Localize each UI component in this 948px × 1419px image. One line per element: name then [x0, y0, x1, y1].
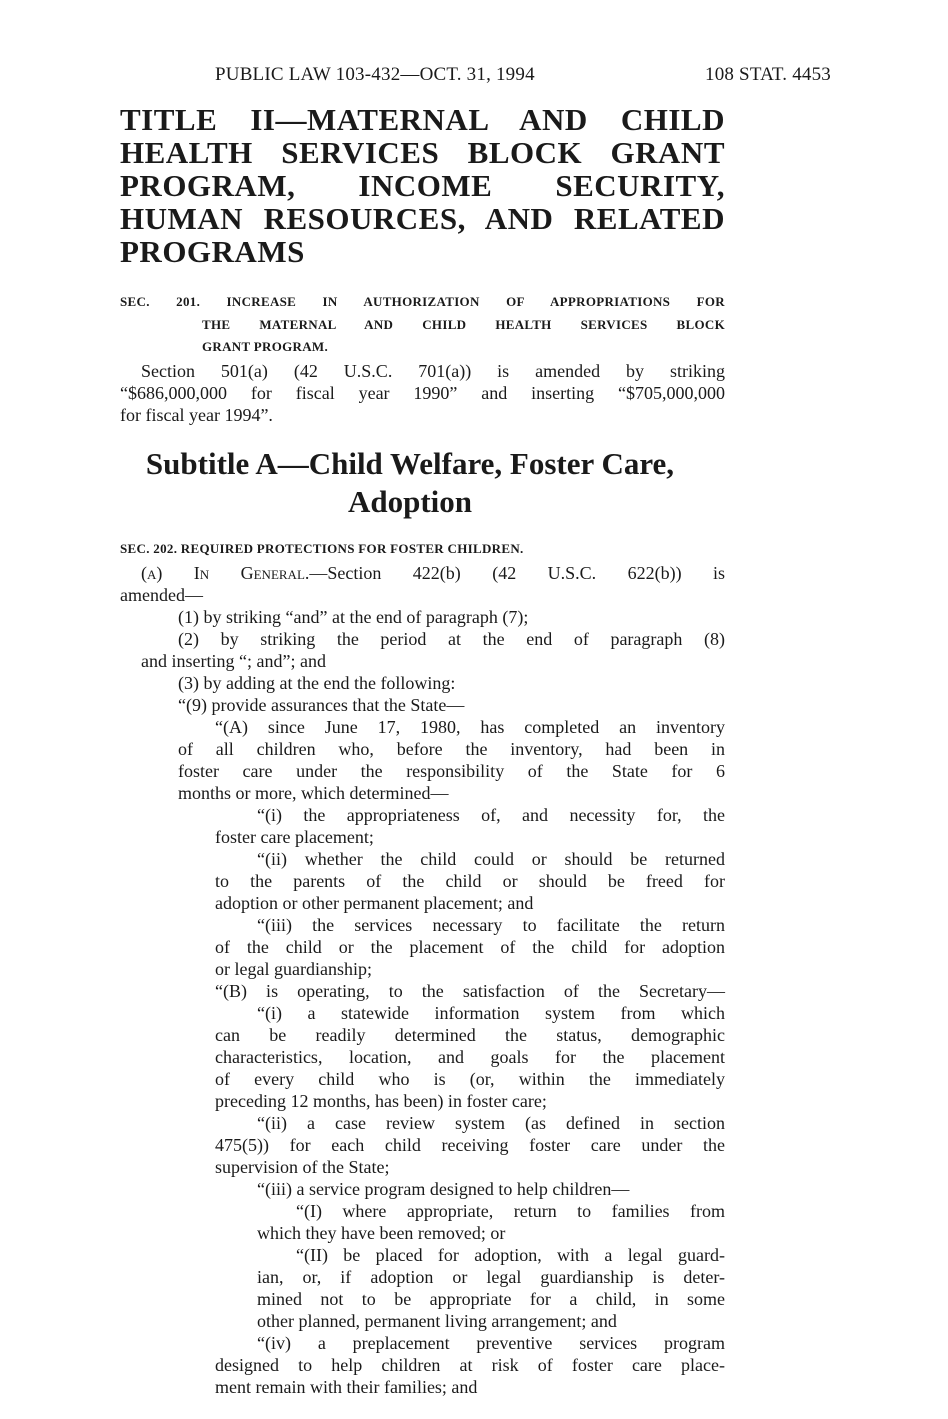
subsection-a: [141, 563, 725, 584]
text-line: “$686,000,000 for fiscal year 1990” and inserting “$705,000,000: [120, 383, 725, 403]
text-line: other planned, permanent living arrangement; and: [257, 1311, 617, 1331]
sec-201-heading: [120, 294, 725, 310]
text-line: ment remain with their families; and: [215, 1377, 478, 1397]
text-line: “(iii) the services necessary to facilitate the return: [257, 915, 725, 935]
text-line: “(A) since June 17, 1980, has completed an inventory: [215, 717, 725, 737]
text-line: [257, 1003, 725, 1024]
text-line: to the parents of the child or should be freed for: [215, 871, 725, 891]
text-line: Section 501(a) (42 U.S.C. 701(a)) is amended by striking: [141, 361, 725, 381]
text-line: of all children who, before the inventory, had been in: [178, 739, 725, 759]
text-line: designed to help children at risk of foster care place-: [215, 1355, 725, 1375]
sec-202-heading: SEC. 202. REQUIRED PROTECTIONS FOR FOSTER CHILDREN.: [120, 541, 524, 556]
title-line: HUMAN RESOURCES, AND RELATED: [120, 201, 725, 236]
text-line: “(ii) a case review system (as defined in section: [257, 1113, 725, 1133]
text-line: for fiscal year 1994”.: [120, 405, 273, 425]
stat-page-number: 108 STAT. 4453: [705, 64, 832, 85]
text-line: [296, 1201, 725, 1222]
text-line: “(i) a statewide information system from which: [257, 1003, 725, 1023]
text-line: (1) by striking “and” at the end of paragraph (7);: [178, 607, 529, 627]
text-line: “(iv) a preplacement preventive services program: [257, 1333, 725, 1353]
subsection-text: —Section 422(b) (42 U.S.C. 622(b)) is: [309, 563, 725, 583]
text-line: [257, 1289, 725, 1310]
text-line: [215, 1069, 725, 1090]
text-line: [178, 761, 725, 782]
text-line: “(II) be placed for adoption, with a legal guard-: [296, 1245, 725, 1265]
text-line: [215, 1135, 725, 1156]
sec-201-heading-line: SEC. 201. INCREASE IN AUTHORIZATION OF APPROPRIATIONS FOR: [120, 294, 725, 309]
title-line: PROGRAM, INCOME SECURITY,: [120, 168, 725, 203]
text-line: [257, 805, 725, 826]
text-line: [257, 1333, 725, 1354]
text-line: [296, 1245, 725, 1266]
sec-201-text: [120, 383, 725, 404]
text-line: mined not to be appropriate for a child, in some: [257, 1289, 725, 1309]
text-line: adoption or other permanent placement; and: [215, 893, 534, 913]
text-line: [257, 1113, 725, 1134]
text-line: [215, 1025, 725, 1046]
text-line: or legal guardianship;: [215, 959, 372, 979]
text-line: [215, 871, 725, 892]
text-line: 475(5)) for each child receiving foster care under the: [215, 1135, 725, 1155]
text-line: foster care under the responsibility of the State for 6: [178, 761, 725, 781]
title-line: TITLE II—MATERNAL AND CHILD: [120, 102, 725, 137]
text-line: of the child or the placement of the child for adoption: [215, 937, 725, 957]
text-line: amended—: [120, 585, 203, 605]
text-line: [141, 563, 725, 584]
text-line: [257, 915, 725, 936]
sec-201-heading-line: THE MATERNAL AND CHILD HEALTH SERVICES BLOCK: [202, 317, 725, 332]
text-line: preceding 12 months, has been) in foster care;: [215, 1091, 547, 1111]
text-line: [257, 1267, 725, 1288]
text-line: months or more, which determined—: [178, 783, 449, 803]
text-line: “(i) the appropriateness of, and necessity for, the: [257, 805, 725, 825]
text-line: ian, or, if adoption or legal guardianship is deter-: [257, 1267, 725, 1287]
text-line: can be readily determined the status, demographic: [215, 1025, 725, 1045]
text-line: supervision of the State;: [215, 1157, 390, 1177]
sec-201-heading: [202, 317, 725, 333]
title-line: PROGRAMS: [120, 234, 305, 269]
text-line: (3) by adding at the end the following:: [178, 673, 456, 693]
text-line: “(9) provide assurances that the State—: [178, 695, 465, 715]
text-line: [215, 717, 725, 738]
text-line: [178, 739, 725, 760]
subtitle-line: Adoption: [347, 484, 473, 519]
text-line: (2) by striking the period at the end of paragraph (8): [178, 629, 725, 649]
text-line: [215, 1047, 725, 1068]
text-line: [215, 1355, 725, 1376]
text-line: [215, 981, 725, 1002]
text-line: “(ii) whether the child could or should be returned: [257, 849, 725, 869]
text-line: [215, 937, 725, 958]
running-header: PUBLIC LAW 103-432—OCT. 31, 1994: [215, 64, 535, 85]
text-line: [178, 629, 725, 650]
title-heading: [120, 103, 725, 268]
subsection-label: (a) In General.: [141, 563, 310, 583]
text-line: characteristics, location, and goals for the placement: [215, 1047, 725, 1067]
sec-201-text: [141, 361, 725, 382]
subtitle-line: Subtitle A—Child Welfare, Foster Care,: [145, 446, 675, 481]
sec-201-heading-line: GRANT PROGRAM.: [202, 339, 329, 354]
text-line: “(iii) a service program designed to help children—: [257, 1179, 630, 1199]
text-line: which they have been removed; or: [257, 1223, 506, 1243]
text-line: of every child who is (or, within the immediately: [215, 1069, 725, 1089]
text-line: “(B) is operating, to the satisfaction of the Secretary—: [215, 981, 725, 1001]
text-line: “(I) where appropriate, return to families from: [296, 1201, 725, 1221]
subtitle-heading: [100, 445, 720, 521]
text-line: [257, 849, 725, 870]
text-line: foster care placement;: [215, 827, 374, 847]
text-line: and inserting “; and”; and: [141, 651, 326, 671]
title-line: HEALTH SERVICES BLOCK GRANT: [120, 135, 725, 170]
